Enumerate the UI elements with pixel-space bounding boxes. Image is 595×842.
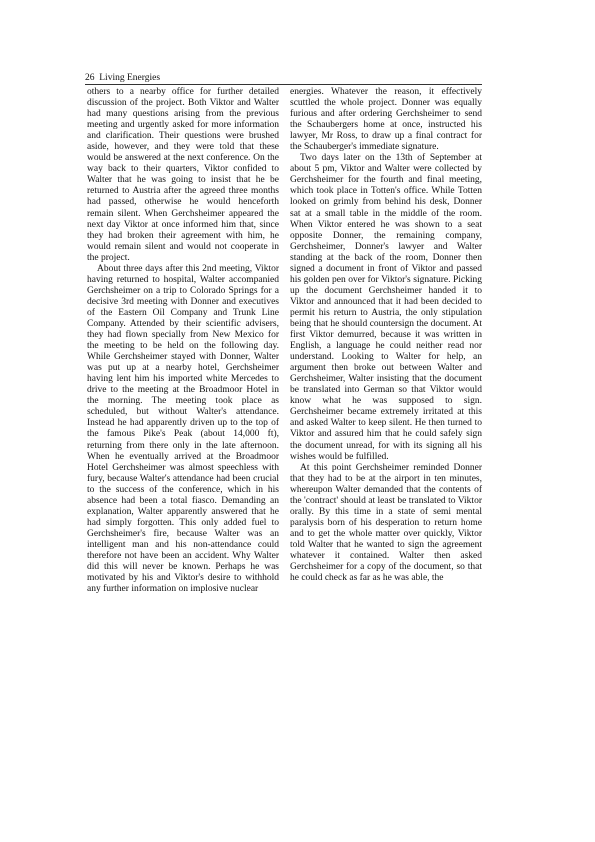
left-column [87,87,279,595]
paragraph: About three days after this 2nd meeting, Viktor having returned to hospital, Walter accompanied Gerchsheimer on a trip to Colorado Springs for a decisive 3rd meeting with Donner and executives of the Eastern Oil Company and Trunk Line Company. Attended by their scientific advisers, they had flown specially from New Mexico for the meeting to be held on the following day. While Gerchsheimer stayed with Donner, Walter was put up at a nearby hotel, Gerchsheimer having lent him his imported white Mercedes to drive to the meeting at the Broadmoor Hotel in the morning. The meeting took place as scheduled, but without Walter's attendance. Instead he had apparently driven up to the top of the famous Pike's Peak (about 14,000 ft), returning from there only in the late afternoon. When he eventually arrived at the Broadmoor Hotel Gerchsheimer was almost speechless with fury, because Walter's attendance had been crucial to the success of the conference, which in his absence had been a total fiasco. Demanding an explanation, Walter apparently answered that he had simply forgotten. This only added fuel to Gerchsheimer's fire, because Walter was an intelligent man and his non-attendance could therefore not have been an accident. Why Walter did this will never be known. Perhaps he was motivated by his and Viktor's desire to withhold any further information on implosive nuclear [87,263,279,595]
page-number: 26 [85,73,95,83]
right-column [290,87,482,584]
paragraph: energies. Whatever the reason, it effectively scuttled the whole project. Donner was equally furious and after ordering Gerchsheimer to send the Schaubergers home at once, instructed his lawyer, Mr Ross, to draw up a final contract for the Schauberger's immediate signature. [290,87,482,153]
header-rule [85,84,482,85]
paragraph: At this point Gerchsheimer reminded Donner that they had to be at the airport in ten minutes, whereupon Walter demanded that the contents of the 'contract' should at least be translated to Viktor orally. By this time in a state of semi mental paralysis born of his desperation to return home and to get the whole matter over quickly, Viktor told Walter that he wanted to sign the agreement whatever it contained. Walter then asked Gerchsheimer for a copy of the document, so that he could check as far as he was able, the [290,462,482,584]
running-title: Living Energies [99,73,161,83]
paragraph: others to a nearby office for further detailed discussion of the project. Both Viktor and Walter had many questions arising from the previous meeting and urgently asked for more information and clarification. Their questions were brushed aside, however, and they were told that these would be answered at the next conference. On the way back to their quarters, Viktor confided to Walter that he was going to insist that he be returned to Austria after the agreed three months had passed, otherwise he would henceforth remain silent. When Gerchsheimer appeared the next day Viktor at once informed him that, since they had broken their agreement with him, he would remain silent and would not cooperate in the project. [87,87,279,263]
running-header [85,73,160,83]
paragraph: Two days later on the 13th of September at about 5 pm, Viktor and Walter were collected by Gerchsheimer for the fourth and final meeting, which took place in Totten's office. While Totten looked on grimly from behind his desk, Donner sat at a small table in the middle of the room. When Viktor entered he was shown to a seat opposite Donner, the remaining company, Gerchsheimer, Donner's lawyer and Walter standing at the back of the room, Donner then signed a document in front of Viktor and passed his golden pen over for Viktor's signature. Picking up the document Gerchsheimer handed it to Viktor and announced that it had been decided to permit his return to Austria, the only stipulation being that he should countersign the document. At first Viktor demurred, because it was written in English, a language he could neither read nor understand. Looking to Walter for help, an argument then broke out between Walter and Gerchsheimer, Walter insisting that the document be translated into German so that Viktor would know what he was supposed to sign. Gerchsheimer became extremely irritated at this and asked Walter to keep silent. He then turned to Viktor and assured him that he could safely sign the document unread, for with its signing all his wishes would be fulfilled. [290,153,482,462]
